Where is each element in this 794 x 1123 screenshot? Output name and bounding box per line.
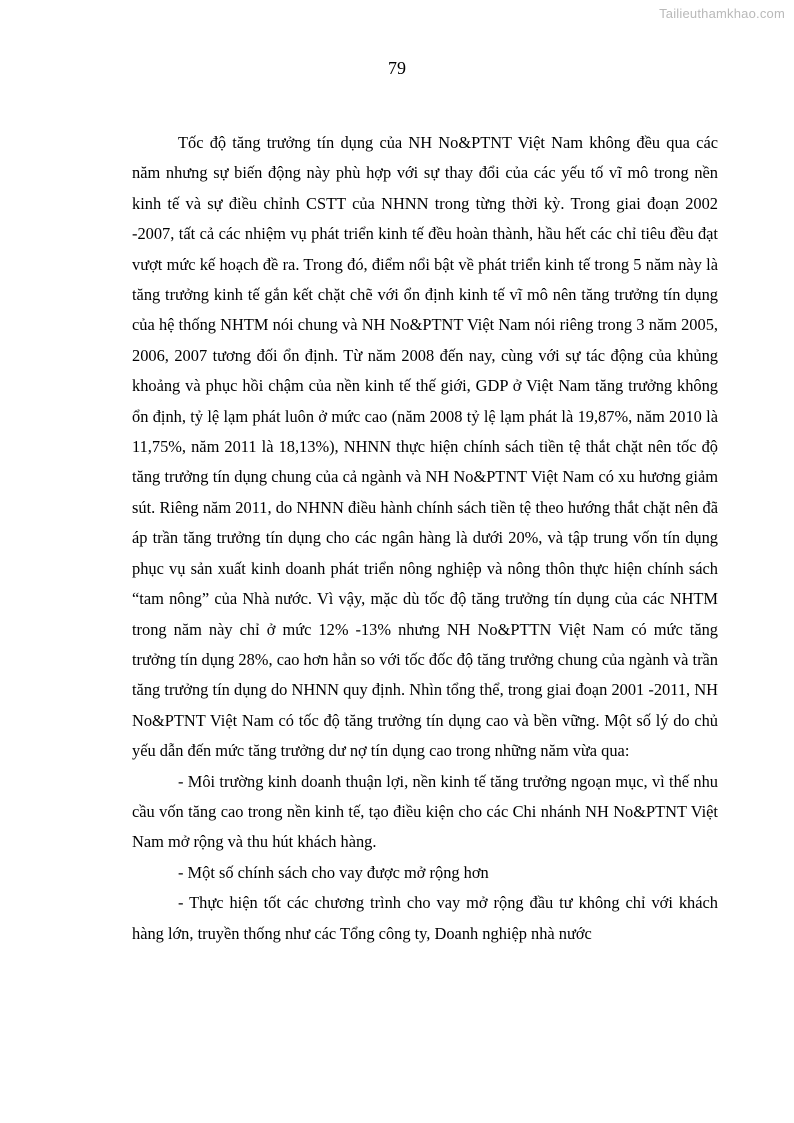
watermark: Tailieuthamkhao.com: [659, 6, 785, 21]
paragraph-business-environment: - Môi trường kinh doanh thuận lợi, nền kinh tế tăng trưởng ngoạn mục, vì thế nhu cầu vốn tăng cao trong nền kinh tế, tạo điều kiện cho các Chi nhánh NH No&PTNT Việt Nam mở rộng và thu hút khách hàng.: [132, 771, 718, 852]
paragraph-lending-policy: - Một số chính sách cho vay được mở rộng hơn: [178, 862, 489, 882]
body-text: [132, 128, 718, 949]
page-number: 79: [388, 58, 406, 78]
paragraph-credit-growth: Tốc độ tăng trưởng tín dụng của NH No&PTNT Việt Nam không đều qua các năm nhưng sự biến động này phù hợp với sự thay đổi của các yếu tố vĩ mô trong nền kinh tế và sự điều chỉnh CSTT của NHNN trong từng thời kỳ. Trong giai đoạn 2002 -2007, tất cả các nhiệm vụ phát triển kinh tế đều hoàn thành, hầu hết các chỉ tiêu đều đạt vượt mức kế hoạch đề ra. Trong đó, điểm nổi bật về phát triển kinh tế trong 5 năm này là tăng trưởng kinh tế gắn kết chặt chẽ với ổn định kinh tế vĩ mô nên tăng trưởng tín dụng của hệ thống NHTM nói chung và NH No&PTNT Việt Nam nói riêng trong 3 năm 2005, 2006, 2007 tương đối ổn định. Từ năm 2008 đến nay, cùng với sự tác động của khủng khoảng và phục hồi chậm của nền kinh tế thế giới, GDP ở Việt Nam tăng trưởng không ổn định, tỷ lệ lạm phát luôn ở mức cao (năm 2008 tỷ lệ lạm phát là 19,87%, năm 2010 là 11,75%, năm 2011 là 18,13%), NHNN thực hiện chính sách tiền tệ thắt chặt nên tốc độ tăng trưởng tín dụng chung của cả ngành và NH No&PTNT Việt Nam có xu hương giảm sút. Riêng năm 2011, do NHNN điều hành chính sách tiền tệ theo hướng thắt chặt nên đã áp trần tăng trưởng tín dụng cho các ngân hàng là dưới 20%, và tập trung vốn tín dụng phục vụ sản xuất kinh doanh phát triển nông nghiệp và nông thôn thực hiện chính sách “tam nông” của Nhà nước. Vì vậy, mặc dù tốc độ tăng trưởng tín dụng của các NHTM trong năm này chỉ ở mức 12% -13% nhưng NH No&PTTN Việt Nam có mức tăng trưởng tín dụng 28%, cao hơn hẳn so với tốc đốc độ tăng trưởng chung của ngành và trần tăng trưởng tín dụng do NHNN quy định. Nhìn tổng thể, trong giai đoạn 2001 -2011, NH No&PTNT Việt Nam có tốc độ tăng trưởng tín dụng cao và bền vững. Một số lý do chủ yếu dẫn đến mức tăng trưởng dư nợ tín dụng cao trong những năm vừa qua:: [132, 133, 718, 761]
paragraph-lending-programs: - Thực hiện tốt các chương trình cho vay mở rộng đầu tư không chỉ với khách hàng lớn, truyền thống như các Tổng công ty, Doanh nghiệp nhà nước: [132, 893, 718, 943]
